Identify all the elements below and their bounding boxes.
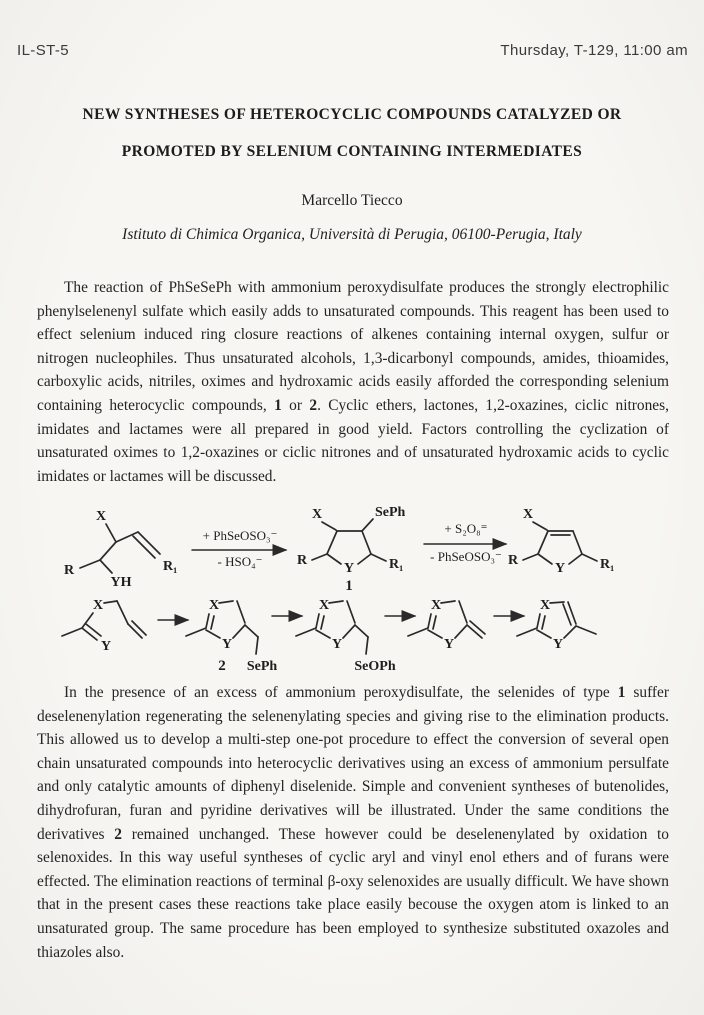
abstract-paragraph-2: In the presence of an excess of ammonium peroxydisulfate, the selenides of type 1 suffer deselenenylation regenerating the selenenylating species and giving rise to the elimination products. This allowed us to develop a multi-step one-pot procedure to effect the conversion of several open chain unsaturated compounds into heterocyclic derivatives using an excess of ammonium persulfate and only catalytic amounts of diphenyl diselenide. Simple and convenient syntheses of butenolides, dihydrofuran, furan and pyridine derivatives will be illustrated. Under the same conditions the derivatives 2 remained unchanged. These however could be deselenenylated by oxidation to selenoxides. In this way useful syntheses of cyclic aryl and vinyl enol ethers and of furans were effected. The elimination reactions of terminal β-oxy selenoxides are usually difficult. We have shown that in the present cases these reactions take place easily becouse the oxygen atom is linked to an unsaturated group. The same procedure has been employed to synthesize substituted oxazoles and thiazoles also.: [37, 684, 670, 961]
atom-label-x: X: [539, 598, 551, 613]
atom-label-x: X: [95, 509, 107, 524]
substituent-label-seph: SePh: [375, 505, 406, 520]
atom-label-y: Y: [443, 637, 455, 652]
scheme2-compound-2-structure: [186, 598, 277, 674]
substituent-label-seph: SePh: [246, 659, 278, 674]
scheme1-final-product-structure: [508, 507, 614, 576]
scheme2-precursor-structure: [62, 598, 146, 654]
page-header: [17, 42, 688, 59]
compound-number-1: 1: [345, 578, 353, 594]
scheme1-reactant-structure: [64, 509, 177, 590]
atom-label-x: X: [318, 598, 330, 613]
atom-label-x: X: [430, 598, 442, 613]
atom-label-x: X: [208, 598, 220, 613]
scheme2-exomethylene-structure: [408, 598, 485, 652]
atom-label-r: R: [296, 553, 308, 568]
page-title-line-1: NEW SYNTHESES OF HETEROCYCLIC COMPOUNDS CATALYZED OR: [82, 106, 622, 123]
scheme1-arrow-2: [424, 521, 506, 564]
reaction-scheme-1: [64, 505, 614, 594]
page-title-line-2: PROMOTED BY SELENIUM CONTAINING INTERMEDIATES: [121, 143, 583, 160]
atom-label-r1: R₁: [389, 557, 404, 572]
byproduct-label-hso4: - HSO₄⁻: [217, 554, 263, 569]
reaction-schemes: [0, 498, 704, 680]
byproduct-label-phseoso3: - PhSeOSO₃⁻: [430, 549, 502, 564]
reaction-scheme-2: [62, 598, 596, 674]
atom-label-x: X: [92, 598, 104, 613]
atom-label-y: Y: [552, 637, 564, 652]
reagent-label-s2o8: + S₂O₈⁼: [444, 521, 488, 536]
atom-label-r1: R₁: [600, 557, 615, 572]
atom-label-y: Y: [221, 637, 233, 652]
atom-label-r: R: [507, 553, 519, 568]
atom-label-x: X: [522, 507, 534, 522]
title-block: [0, 106, 704, 180]
scheme2-selenoxide-structure: [296, 598, 396, 674]
scheme1-product-1-structure: [297, 505, 406, 594]
author-name: Marcello Tiecco: [301, 192, 403, 209]
reagent-label-phseoso3: + PhSeOSO₃⁻: [202, 528, 278, 543]
substituent-label-seoph: SeOPh: [354, 659, 396, 674]
atom-label-r1: R₁: [163, 559, 178, 574]
abstract-paragraph-1: The reaction of PhSeSePh with ammonium peroxydisulfate produces the strongly electrophilic phenylselenenyl sulfate which easily adds to unsaturated compounds. This reagent has been used to effect selenium induced ring closure reactions of alkenes containing internal oxygen, sulfur or nitrogen nucleophiles. Thus unsaturated alcohols, 1,3-dicarbonyl compounds, amides, thioamides, carboxylic acids, nitriles, oximes and hydroxamic acids easily afforded the corresponding selenium containing heterocyclic compounds, 1 or 2. Cyclic ethers, lactones, 1,2-oxazines, ciclic nitrones, imidates and lactames were all prepared in good yield. Factors controlling the cyclization of unsaturated oximes to 1,2-oxazines or ciclic nitrones and of unsaturated hydroxamic acids to cyclic imidates or lactames will be discussed.: [37, 279, 669, 485]
atom-label-y: Y: [554, 561, 566, 576]
atom-label-yh: YH: [110, 575, 132, 590]
session-schedule: Thursday, T-129, 11:00 am: [500, 42, 688, 59]
atom-label-r: R: [63, 563, 75, 578]
session-code: IL-ST-5: [17, 42, 69, 59]
scheme2-aromatic-product-structure: [517, 598, 596, 652]
author-block: [0, 192, 704, 244]
atom-label-y: Y: [331, 637, 343, 652]
atom-label-x: X: [311, 507, 323, 522]
compound-number-2: 2: [218, 658, 226, 674]
author-affiliation: Istituto di Chimica Organica, Università di Perugia, 06100-Perugia, Italy: [122, 226, 582, 243]
atom-label-y: Y: [343, 561, 355, 576]
atom-label-y: Y: [100, 639, 112, 654]
scheme1-arrow-1: [192, 528, 286, 569]
